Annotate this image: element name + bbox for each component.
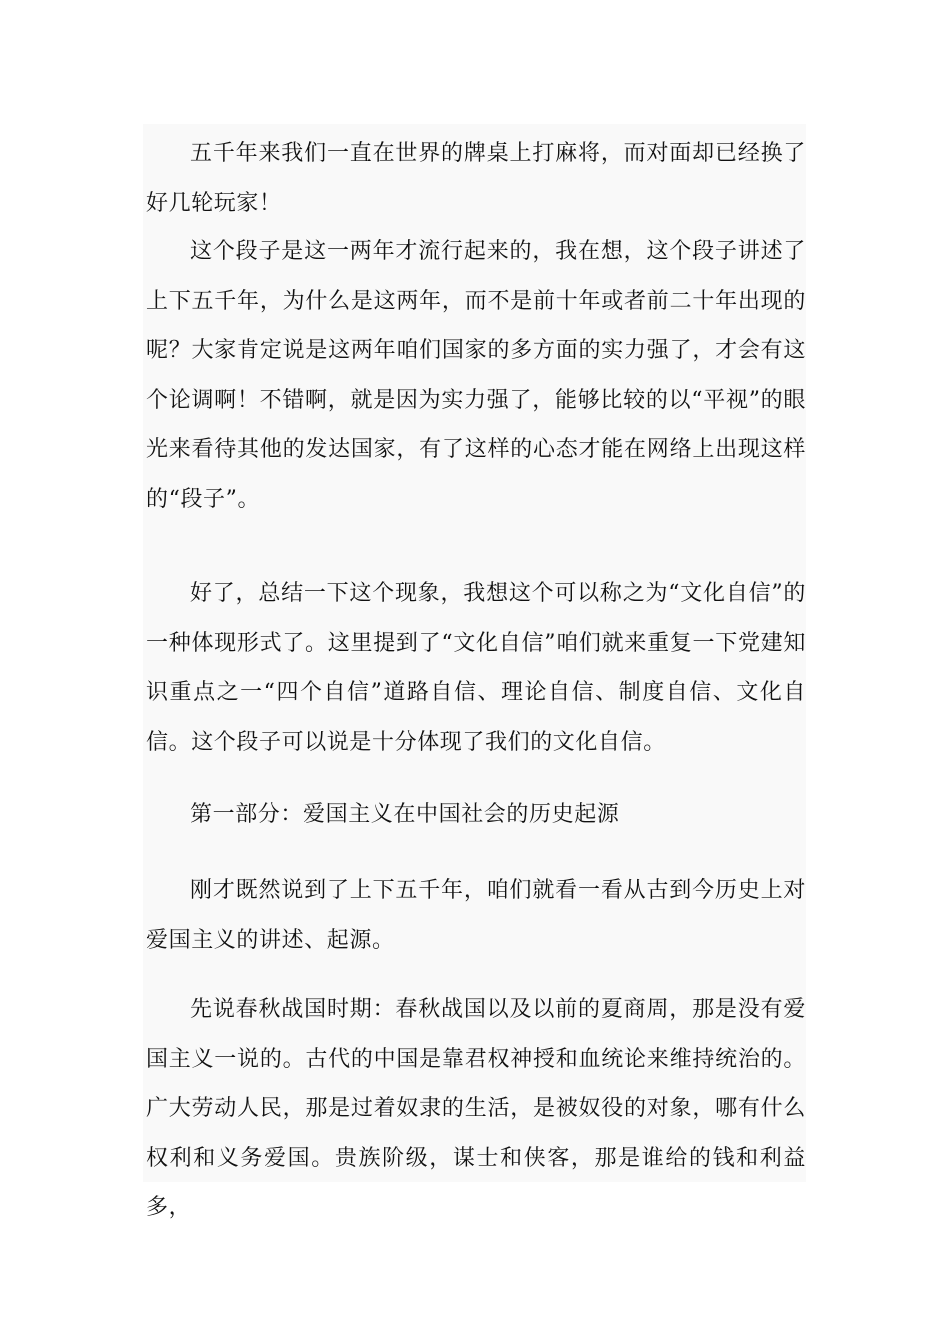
paragraph-joke-context: 这个段子是这一两年才流行起来的，我在想，这个段子讲述了上下五千年，为什么是这两年，而不是前十年或者前二十年出现的呢？大家肯定说是这两年咱们国家的多方面的实力强了，才会有这个论调啊！不错啊，就是因为实力强了，能够比较的以“平视”的眼光来看待其他的发达国家，有了这样的心态才能在网络上出现这样的“段子”。 [146, 239, 806, 512]
paragraph-history-intro: 刚才既然说到了上下五千年，咱们就看一看从古到今历史上对爱国主义的讲述、起源。 [146, 878, 806, 953]
paragraph-intro-quote: 五千年来我们一直在世界的牌桌上打麻将，而对面却已经换了好几轮玩家！ [146, 141, 806, 216]
section-heading-part-one: 第一部分：爱国主义在中国社会的历史起源 [190, 802, 620, 827]
paragraph-spring-autumn-period: 先说春秋战国时期：春秋战国以及以前的夏商周，那是没有爱国主义一说的。古代的中国是靠君权神授和血统论来维持统治的。广大劳动人民，那是过着奴隶的生活，是被奴役的对象，哪有什么权利和义务爱国。贵族阶级，谋士和侠客，那是谁给的钱和利益多， [146, 997, 806, 1220]
paragraph-cultural-confidence: 好了，总结一下这个现象，我想这个可以称之为“文化自信”的一种体现形式了。这里提到了“文化自信”咱们就来重复一下党建知识重点之一“四个自信”道路自信、理论自信、制度自信、文化自信。这个段子可以说是十分体现了我们的文化自信。 [146, 581, 806, 755]
